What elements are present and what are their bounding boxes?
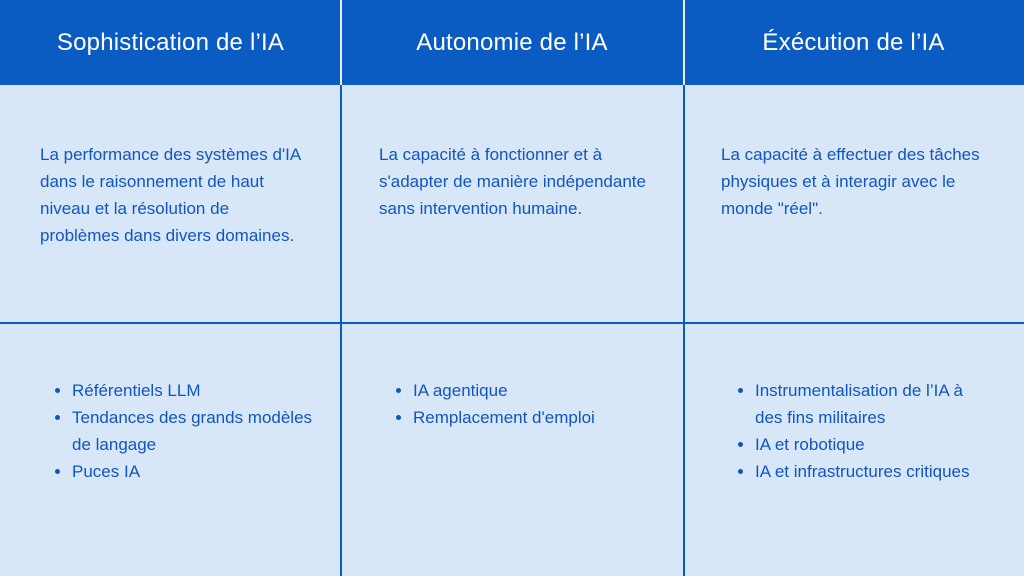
description-autonomie: La capacité à fonctionner et à s'adapter de manière indépendante sans intervention humaine. (341, 85, 683, 323)
row-divider (0, 322, 1024, 324)
list-item: Instrumentalisation de l’IA à des fins militaires (735, 377, 994, 431)
header-divider (683, 0, 685, 85)
topics-autonomie (341, 323, 683, 576)
description-sophistication: La performance des systèmes d'IA dans le raisonnement de haut niveau et la résolution de problèmes dans divers domaines. (0, 85, 341, 323)
column-header-autonomie: Autonomie de l’IA (341, 0, 683, 85)
list-item: IA agentique (393, 377, 673, 404)
topic-list (683, 377, 1024, 485)
description-execution: La capacité à effectuer des tâches physiques et à interagir avec le monde "réel". (683, 85, 1024, 323)
list-item: IA et robotique (735, 431, 994, 458)
column-divider (340, 0, 342, 576)
column-divider (683, 0, 685, 576)
topics-sophistication (0, 323, 341, 576)
column-header-execution: Éxécution de l’IA (683, 0, 1024, 85)
topic-list (341, 377, 683, 431)
header-divider (340, 0, 342, 85)
topics-execution (683, 323, 1024, 576)
list-item: Référentiels LLM (52, 377, 321, 404)
list-item: IA et infrastructures critiques (735, 458, 994, 485)
list-item: Tendances des grands modèles de langage (52, 404, 321, 458)
topic-list (0, 377, 341, 485)
list-item: Remplacement d'emploi (393, 404, 673, 431)
column-header-sophistication: Sophistication de l’IA (0, 0, 341, 85)
list-item: Puces IA (52, 458, 321, 485)
